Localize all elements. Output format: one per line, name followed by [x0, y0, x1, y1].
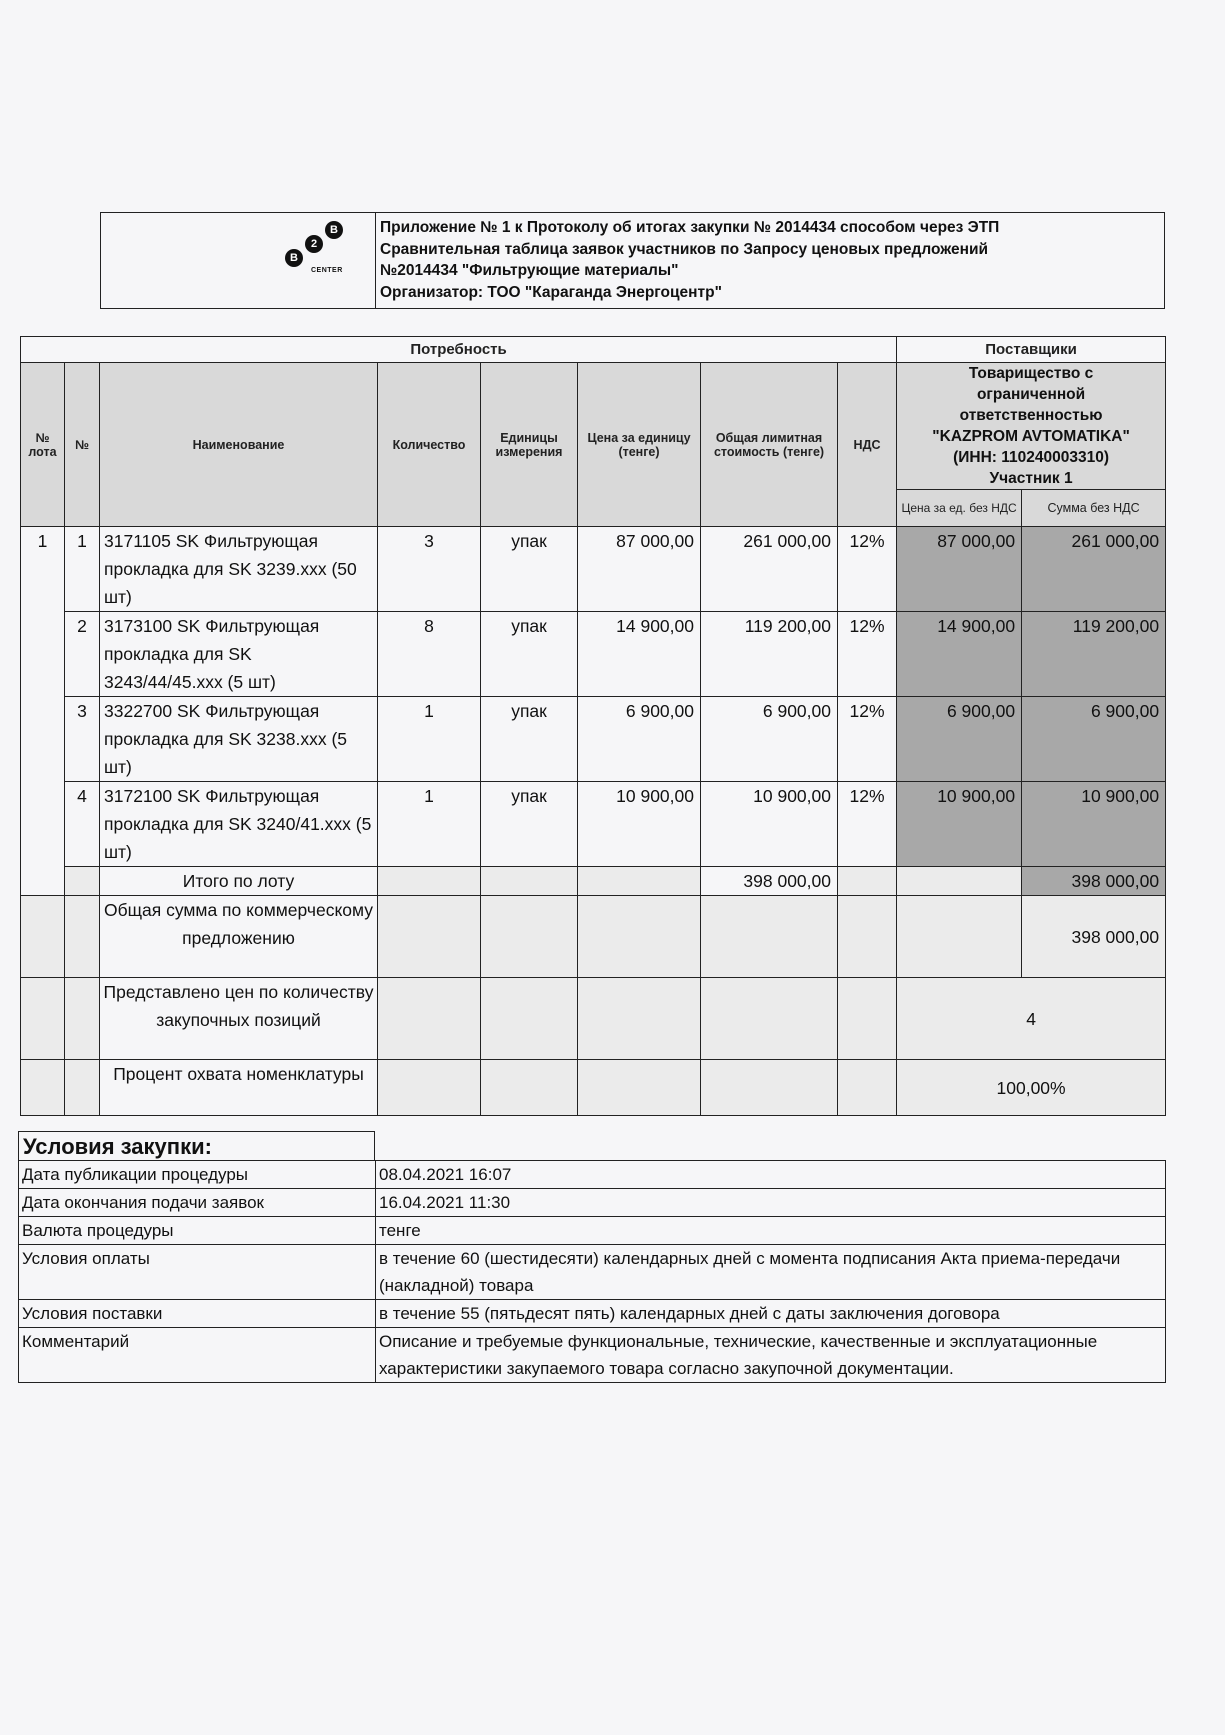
row-qty: 8	[378, 612, 481, 697]
conditions-table	[18, 1160, 1166, 1383]
condition-row	[19, 1328, 1166, 1383]
row-name: 3322700 SK Фильтрующая прокладка для SK 3238.xxx (5 шт)	[100, 697, 378, 782]
row-no: 3	[65, 697, 100, 782]
condition-value: в течение 60 (шестидесяти) календарных дней с момента подписания Акта приема-передачи (накладной) товара	[376, 1245, 1166, 1300]
empty-cell	[838, 896, 897, 978]
comparison-table	[20, 336, 1166, 1116]
row-total: 10 900,00	[701, 782, 838, 867]
row-supplier-price: 87 000,00	[897, 527, 1022, 612]
title-line: Сравнительная таблица заявок участников по Запросу ценовых предложений	[380, 240, 989, 258]
empty-cell	[65, 867, 100, 896]
empty-cell	[481, 978, 578, 1060]
row-unit: упак	[481, 612, 578, 697]
col-total: Общая лимитная стоимость (тенге)	[701, 363, 838, 527]
empty-cell	[838, 867, 897, 896]
suppliers-group-header: Поставщики	[897, 337, 1166, 363]
empty-cell	[378, 896, 481, 978]
row-no: 4	[65, 782, 100, 867]
logo-letter: B	[325, 221, 343, 239]
row-vat: 12%	[838, 782, 897, 867]
row-no: 2	[65, 612, 100, 697]
condition-row	[19, 1161, 1166, 1189]
row-name: 3171105 SK Фильтрующая прокладка для SK 3239.xxx (50 шт)	[100, 527, 378, 612]
condition-row	[19, 1189, 1166, 1217]
condition-row	[19, 1217, 1166, 1245]
row-unit: упак	[481, 782, 578, 867]
row-supplier-price: 14 900,00	[897, 612, 1022, 697]
supplier-name-line: (ИНН: 110240003310)	[953, 449, 1110, 466]
coverage-row	[21, 1060, 1166, 1116]
empty-cell	[578, 896, 701, 978]
row-vat: 12%	[838, 697, 897, 782]
condition-value: Описание и требуемые функциональные, технические, качественные и эксплуатационные характеристики закупаемого товара согласно закупочной документации.	[376, 1328, 1166, 1383]
empty-cell	[21, 896, 65, 978]
table-row	[21, 697, 1166, 782]
row-qty: 1	[378, 782, 481, 867]
row-price: 14 900,00	[578, 612, 701, 697]
condition-label: Комментарий	[19, 1328, 376, 1383]
empty-cell	[21, 1060, 65, 1116]
commercial-total-value: 398 000,00	[1022, 896, 1166, 978]
row-price: 6 900,00	[578, 697, 701, 782]
condition-label: Условия поставки	[19, 1300, 376, 1328]
commercial-total-row	[21, 896, 1166, 978]
row-vat: 12%	[838, 527, 897, 612]
document-title	[376, 213, 1165, 309]
row-qty: 3	[378, 527, 481, 612]
b2b-center-logo	[285, 224, 351, 279]
col-name: Наименование	[100, 363, 378, 527]
empty-cell	[578, 867, 701, 896]
empty-cell	[378, 978, 481, 1060]
need-group-header: Потребность	[21, 337, 897, 363]
row-name: 3172100 SK Фильтрующая прокладка для SK 3240/41.xxx (5 шт)	[100, 782, 378, 867]
empty-cell	[897, 896, 1022, 978]
row-supplier-price: 6 900,00	[897, 697, 1022, 782]
conditions-title: Условия закупки:	[18, 1131, 375, 1161]
lot-total-value: 398 000,00	[701, 867, 838, 896]
empty-cell	[838, 978, 897, 1060]
empty-cell	[701, 978, 838, 1060]
row-unit: упак	[481, 527, 578, 612]
lot-total-row	[21, 867, 1166, 896]
row-no: 1	[65, 527, 100, 612]
table-row	[21, 612, 1166, 697]
logo-word: CENTER	[311, 267, 343, 274]
condition-label: Условия оплаты	[19, 1245, 376, 1300]
condition-value: 16.04.2021 11:30	[376, 1189, 1166, 1217]
empty-cell	[701, 896, 838, 978]
positions-row	[21, 978, 1166, 1060]
row-total: 261 000,00	[701, 527, 838, 612]
empty-cell	[481, 867, 578, 896]
supplier-name-line: ответственностью	[959, 407, 1103, 424]
positions-value: 4	[897, 978, 1166, 1060]
title-line: Приложение № 1 к Протоколу об итогах закупки № 2014434 способом через ЭТП	[380, 219, 1000, 236]
empty-cell	[378, 867, 481, 896]
lot-number: 1	[21, 527, 65, 896]
supplier-name	[897, 363, 1166, 490]
empty-cell	[701, 1060, 838, 1116]
lot-total-label: Итого по лоту	[100, 867, 378, 896]
positions-label: Представлено цен по количеству закупочных позиций	[100, 978, 378, 1060]
condition-label: Дата публикации процедуры	[19, 1161, 376, 1189]
row-supplier-sum: 10 900,00	[1022, 782, 1166, 867]
empty-cell	[65, 1060, 100, 1116]
logo-cell	[101, 213, 376, 309]
col-no: №	[65, 363, 100, 527]
row-total: 119 200,00	[701, 612, 838, 697]
condition-label: Валюта процедуры	[19, 1217, 376, 1245]
empty-cell	[65, 978, 100, 1060]
row-supplier-price: 10 900,00	[897, 782, 1022, 867]
supplier-name-line: ограниченной	[976, 386, 1086, 403]
title-line: Организатор: ТОО "Караганда Энергоцентр"	[380, 283, 722, 301]
row-price: 87 000,00	[578, 527, 701, 612]
condition-row	[19, 1245, 1166, 1300]
condition-value: тенге	[376, 1217, 1166, 1245]
col-qty: Количество	[378, 363, 481, 527]
col-supplier-price: Цена за ед. без НДС	[897, 490, 1022, 527]
lot-total-supplier-sum: 398 000,00	[1022, 867, 1166, 896]
logo-letter: 2	[305, 235, 323, 253]
row-unit: упак	[481, 697, 578, 782]
empty-cell	[65, 896, 100, 978]
coverage-value: 100,00%	[897, 1060, 1166, 1116]
row-supplier-sum: 261 000,00	[1022, 527, 1166, 612]
row-supplier-sum: 119 200,00	[1022, 612, 1166, 697]
row-total: 6 900,00	[701, 697, 838, 782]
supplier-name-line: "KAZPROM AVTOMATIKA"	[932, 428, 1130, 445]
empty-cell	[897, 867, 1022, 896]
empty-cell	[481, 896, 578, 978]
col-supplier-sum: Сумма без НДС	[1022, 490, 1166, 527]
empty-cell	[838, 1060, 897, 1116]
empty-cell	[578, 1060, 701, 1116]
table-row	[21, 527, 1166, 612]
col-price: Цена за единицу (тенге)	[578, 363, 701, 527]
row-price: 10 900,00	[578, 782, 701, 867]
empty-cell	[378, 1060, 481, 1116]
col-lot-no: № лота	[21, 363, 65, 527]
title-line: №2014434 "Фильтрующие материалы"	[380, 262, 679, 279]
supplier-name-line: Участник 1	[989, 470, 1073, 487]
condition-value: 08.04.2021 16:07	[376, 1161, 1166, 1189]
row-qty: 1	[378, 697, 481, 782]
col-vat: НДС	[838, 363, 897, 527]
row-name: 3173100 SK Фильтрующая прокладка для SK 3243/44/45.xxx (5 шт)	[100, 612, 378, 697]
logo-letter: B	[285, 249, 303, 267]
empty-cell	[21, 978, 65, 1060]
row-supplier-sum: 6 900,00	[1022, 697, 1166, 782]
condition-row	[19, 1300, 1166, 1328]
empty-cell	[578, 978, 701, 1060]
condition-value: в течение 55 (пятьдесят пять) календарных дней с даты заключения договора	[376, 1300, 1166, 1328]
col-unit: Единицы измерения	[481, 363, 578, 527]
coverage-label: Процент охвата номенклатуры	[100, 1060, 378, 1116]
condition-label: Дата окончания подачи заявок	[19, 1189, 376, 1217]
supplier-name-line: Товарищество с	[968, 365, 1094, 382]
header-box	[100, 212, 1165, 309]
row-vat: 12%	[838, 612, 897, 697]
empty-cell	[481, 1060, 578, 1116]
table-row	[21, 782, 1166, 867]
commercial-total-label: Общая сумма по коммерческому предложению	[100, 896, 378, 978]
